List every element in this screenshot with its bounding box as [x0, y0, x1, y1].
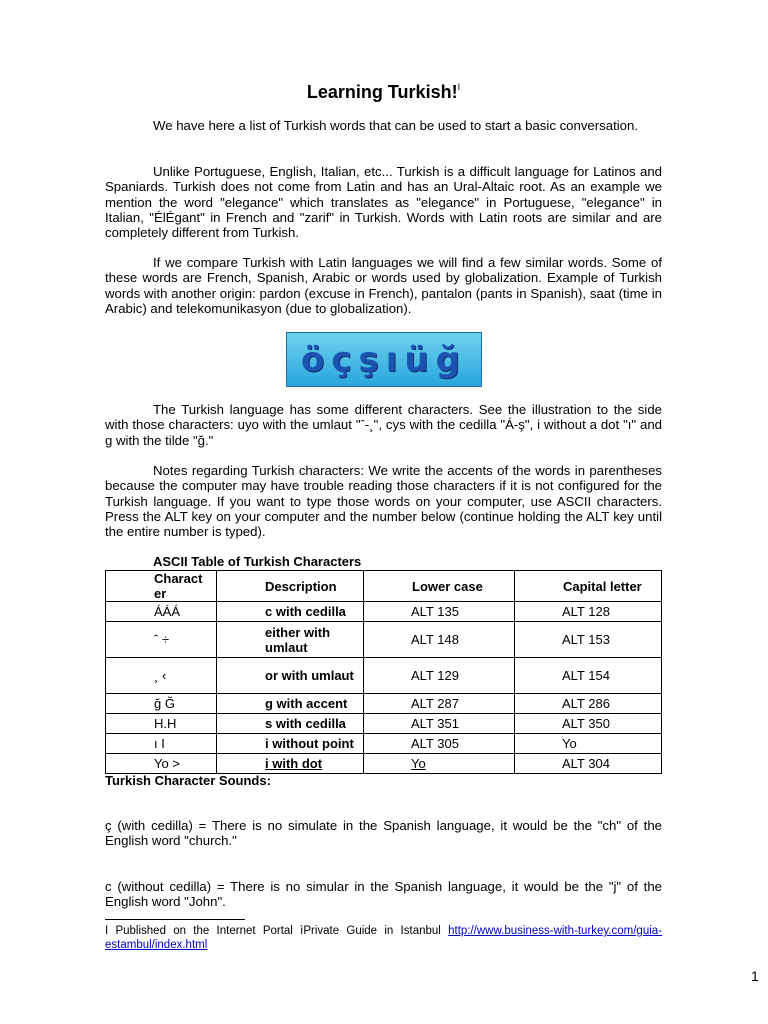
header-lower-case: Lower case	[364, 571, 515, 602]
cell-capital: Yo	[515, 734, 662, 754]
ascii-table	[105, 570, 662, 774]
sound-with-cedilla: ç (with cedilla) = There is no simulate in the Spanish language, it would be the "ch" of the English word "church."	[105, 818, 662, 849]
turkish-characters-banner	[286, 332, 482, 387]
cell-character: ˆ ÷	[106, 622, 217, 658]
sound-without-cedilla: c (without cedilla) = There is no simular in the Spanish language, it would be the "j" of the English word "John".	[105, 879, 662, 910]
cell-character: H.H	[106, 714, 217, 734]
cell-capital: ALT 153	[515, 622, 662, 658]
cell-description: g with accent	[217, 694, 364, 714]
cell-character: Yo >	[106, 754, 217, 774]
paragraph-notes: Notes regarding Turkish characters: We write the accents of the words in parentheses because the computer may have trouble reading those characters if it is not configured for the Turkish language. If you want to type those words on your computer, use ASCII characters. Press the ALT key on your computer and the number below (continue holding the ALT key until the entire number is typed).	[105, 463, 662, 540]
table-caption: ASCII Table of Turkish Characters	[153, 554, 362, 569]
table-row	[106, 694, 662, 714]
title-text: Learning Turkish!	[306, 82, 458, 102]
cell-lower: ALT 148	[364, 622, 515, 658]
cell-description: or with umlaut	[217, 658, 364, 694]
cell-lower: ALT 129	[364, 658, 515, 694]
footnote-link[interactable]: http://www.business-with-turkey.com/guia-estambul/index.html	[105, 925, 662, 951]
footnote-text: I Published on the Internet Portal ìPrivate Guide in Istanbul	[105, 925, 449, 937]
cell-character: ğ Ğ	[106, 694, 217, 714]
table-row	[106, 754, 662, 774]
cell-character: ÁÁÁ	[106, 602, 217, 622]
cell-lower: ALT 287	[364, 694, 515, 714]
cell-capital: ALT 286	[515, 694, 662, 714]
table-row	[106, 714, 662, 734]
paragraph-similar-words: If we compare Turkish with Latin languages we will find a few similar words. Some of these words are French, Spanish, Arabic or words used by globalization. Example of Turkish words with another origin: pardon (excuse in French), pantalon (pants in Spanish), saat (time in Arabic) and telekomunikasyon (due to globalization).	[105, 255, 662, 316]
title-footnote-mark: I	[457, 82, 461, 92]
cell-description: s with cedilla	[217, 714, 364, 734]
table-row	[106, 602, 662, 622]
banner-characters: öçşıüğ	[301, 339, 467, 380]
cell-capital: ALT 154	[515, 658, 662, 694]
cell-lower: Yo	[364, 754, 515, 774]
cell-lower: ALT 305	[364, 734, 515, 754]
cell-description: c with cedilla	[217, 602, 364, 622]
paragraph-characters: The Turkish language has some different characters. See the illustration to the side with those characters: uyo with the umlaut "ˆ-¸", cys with the cedilla "Á-ş", i without a dot "ı" and g with the tilde "ğ."	[105, 402, 662, 448]
cell-description: i without point	[217, 734, 364, 754]
paragraph-latin-comparison: Unlike Portuguese, English, Italian, etc... Turkish is a difficult language for Latinos and Spaniards. Turkish does not come from Latin and has an Ural-Altaic root. As an example we mention the word "elegance" which translates as "elegance" in Portuguese, "elegance" in Italian, "ÉlÉgant" in French and "zarif" in Turkish. Words with Latin roots are similar and are completely different from Turkish.	[105, 164, 662, 241]
header-capital-letter: Capital letter	[515, 571, 662, 602]
table-row	[106, 658, 662, 694]
page-number: 1	[751, 968, 759, 984]
cell-capital: ALT 128	[515, 602, 662, 622]
cell-description: i with dot	[217, 754, 364, 774]
page-title	[105, 82, 662, 103]
footnote	[105, 924, 662, 952]
table-row	[106, 734, 662, 754]
header-description: Description	[217, 571, 364, 602]
paragraph-intro: We have here a list of Turkish words that can be used to start a basic conversation.	[153, 118, 639, 133]
cell-capital: ALT 304	[515, 754, 662, 774]
table-row	[106, 622, 662, 658]
cell-character: ı I	[106, 734, 217, 754]
header-character: Charact er	[106, 571, 217, 602]
footnote-divider	[105, 919, 245, 920]
table-header-row	[106, 571, 662, 602]
cell-description: either with umlaut	[217, 622, 364, 658]
cell-lower: ALT 135	[364, 602, 515, 622]
sounds-heading: Turkish Character Sounds:	[105, 773, 271, 788]
cell-capital: ALT 350	[515, 714, 662, 734]
cell-lower: ALT 351	[364, 714, 515, 734]
cell-character: ¸ ‹	[106, 658, 217, 694]
